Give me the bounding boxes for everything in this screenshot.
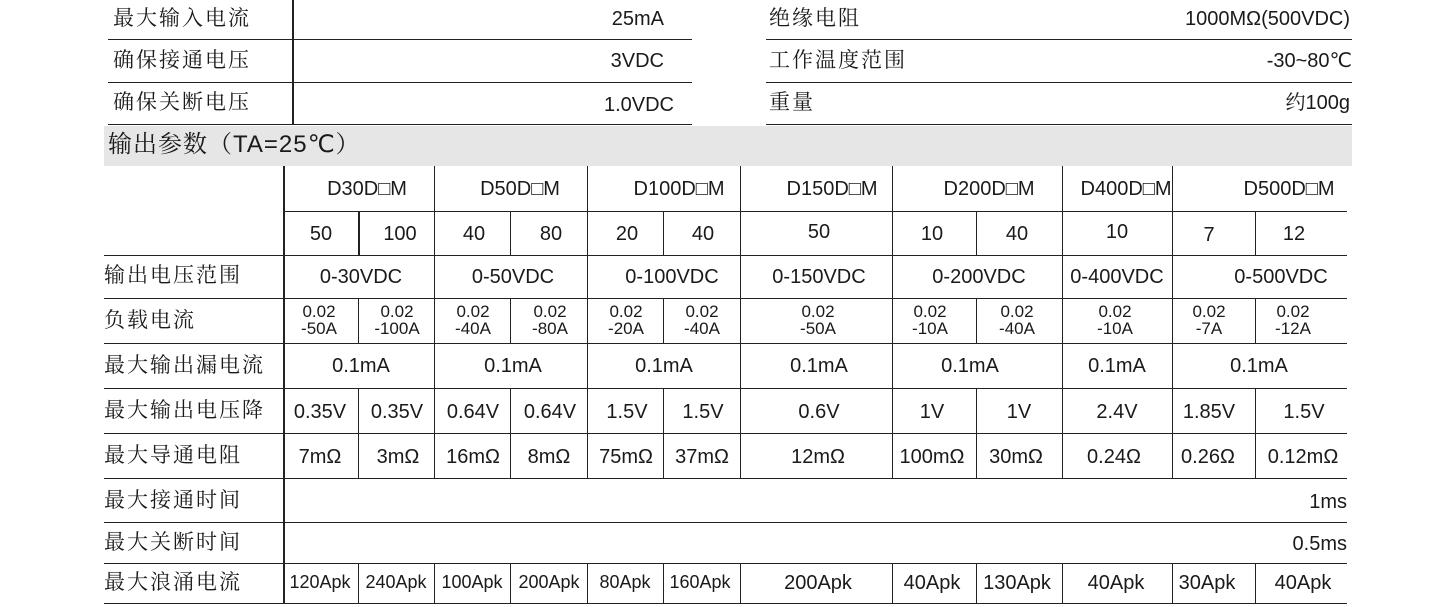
cell-value: 40Apk — [1087, 572, 1145, 594]
cell-value: 1V — [1006, 401, 1032, 423]
cell-value: 0.02 -50A — [800, 302, 836, 338]
row-label: 输出电压范围 — [104, 264, 242, 287]
cell-value: 0.02 -40A — [999, 302, 1035, 338]
cell-value: 0.02 -50A — [301, 302, 337, 338]
cell-value: 200Apk — [784, 572, 852, 594]
cell-value: 0.02 -10A — [1097, 302, 1133, 338]
cell-value: 75mΩ — [599, 446, 653, 468]
row-label: 最大浪涌电流 — [104, 571, 242, 594]
cell-value: 1.5V — [606, 401, 648, 423]
cell-value: 0.1mA — [790, 355, 848, 377]
current-rating: 10 — [1105, 221, 1129, 243]
current-rating: 12 — [1282, 223, 1306, 245]
spec-value: 约100g — [1285, 92, 1350, 114]
cell-value: 0.02 -10A — [912, 302, 948, 338]
row-label: 负载电流 — [104, 309, 196, 332]
spec-value: -30~80℃ — [1266, 50, 1352, 72]
current-rating: 50 — [309, 223, 333, 245]
cell-value: 0.35V — [370, 401, 424, 423]
row-label: 最大导通电阻 — [104, 444, 242, 467]
spec-label: 确保关断电压 — [113, 91, 251, 114]
current-rating: 80 — [539, 223, 563, 245]
model-header: D200D□M — [943, 178, 1035, 200]
model-header: D500D□M — [1243, 178, 1335, 200]
cell-value: 0-30VDC — [319, 266, 403, 288]
cell-value: 0-100VDC — [625, 266, 719, 288]
cell-value: 0.26Ω — [1181, 446, 1235, 468]
current-rating: 40 — [462, 223, 486, 245]
cell-value: 0.02 -12A — [1275, 302, 1311, 338]
spec-label: 确保接通电压 — [113, 49, 251, 72]
cell-value: 130Apk — [983, 572, 1051, 594]
cell-value: 30mΩ — [989, 446, 1043, 468]
cell-value: 0-200VDC — [932, 266, 1026, 288]
cell-value: 12mΩ — [791, 446, 845, 468]
current-rating: 40 — [1005, 223, 1029, 245]
current-rating: 7 — [1203, 224, 1215, 246]
cell-value: 0.1mA — [332, 355, 390, 377]
cell-value: 0-400VDC — [1070, 266, 1164, 288]
cell-value: 0-50VDC — [471, 266, 555, 288]
current-rating: 10 — [920, 223, 944, 245]
cell-value: 120Apk — [289, 572, 351, 592]
section-title: 输出参数（TA=25℃） — [108, 131, 361, 158]
cell-value: 0.35V — [293, 401, 347, 423]
cell-value: 40Apk — [1274, 572, 1332, 594]
cell-value: 37mΩ — [675, 446, 729, 468]
cell-value: 0.02 -100A — [374, 302, 420, 338]
cell-value: 1.85V — [1182, 401, 1236, 423]
row-label: 最大接通时间 — [104, 489, 242, 512]
cell-value: 7mΩ — [298, 446, 342, 468]
cell-value: 3mΩ — [376, 446, 420, 468]
spec-value: 1000MΩ(500VDC) — [1184, 8, 1350, 30]
cell-value: 1.5V — [682, 401, 724, 423]
cell-value: 0.64V — [446, 401, 500, 423]
model-header: D400D□M — [1080, 178, 1172, 200]
cell-value: 1ms — [1309, 491, 1347, 513]
cell-value: 0.02 -80A — [532, 302, 568, 338]
cell-value: 0.64V — [523, 401, 577, 423]
row-label: 最大输出漏电流 — [104, 354, 265, 377]
cell-value: 0.12mΩ — [1267, 446, 1339, 468]
spec-value: 1.0VDC — [603, 94, 674, 116]
cell-value: 30Apk — [1178, 572, 1236, 594]
spec-value: 3VDC — [610, 50, 664, 72]
cell-value: 0.24Ω — [1087, 446, 1141, 468]
cell-value: 100Apk — [441, 572, 503, 592]
model-header: D100D□M — [633, 178, 725, 200]
cell-value: 1V — [919, 401, 945, 423]
cell-value: 0.02 -40A — [684, 302, 720, 338]
cell-value: 0.02 -40A — [455, 302, 491, 338]
row-label: 最大关断时间 — [104, 531, 242, 554]
cell-value: 0.1mA — [1230, 355, 1288, 377]
cell-value: 0.1mA — [941, 355, 999, 377]
model-header: D30D□M — [327, 178, 407, 200]
spec-label: 绝缘电阻 — [769, 7, 861, 30]
spec-label: 最大输入电流 — [113, 7, 251, 30]
spec-value: 25mA — [611, 8, 664, 30]
cell-value: 0.02 -20A — [608, 302, 644, 338]
current-rating: 100 — [383, 223, 417, 245]
model-header: D150D□M — [786, 178, 878, 200]
cell-value: 8mΩ — [527, 446, 571, 468]
cell-value: 0.1mA — [1088, 355, 1146, 377]
cell-value: 2.4V — [1096, 401, 1138, 423]
cell-value: 100mΩ — [899, 446, 965, 468]
cell-value: 1.5V — [1283, 401, 1325, 423]
current-rating: 20 — [615, 223, 639, 245]
cell-value: 80Apk — [599, 572, 651, 592]
cell-value: 0-150VDC — [772, 266, 866, 288]
cell-value: 0.1mA — [635, 355, 693, 377]
row-label: 最大输出电压降 — [104, 399, 265, 422]
current-rating: 40 — [691, 223, 715, 245]
current-rating: 50 — [807, 221, 831, 243]
spec-label: 工作温度范围 — [769, 49, 907, 72]
cell-value: 0-500VDC — [1234, 266, 1328, 288]
cell-value: 40Apk — [903, 572, 961, 594]
cell-value: 200Apk — [518, 572, 580, 592]
cell-value: 0.5ms — [1292, 533, 1347, 555]
cell-value: 0.6V — [798, 401, 840, 423]
spec-label: 重量 — [769, 91, 815, 114]
cell-value: 0.02 -7A — [1192, 302, 1226, 338]
cell-value: 16mΩ — [446, 446, 500, 468]
cell-value: 160Apk — [669, 572, 731, 592]
cell-value: 240Apk — [365, 572, 427, 592]
model-header: D50D□M — [480, 178, 560, 200]
cell-value: 0.1mA — [484, 355, 542, 377]
